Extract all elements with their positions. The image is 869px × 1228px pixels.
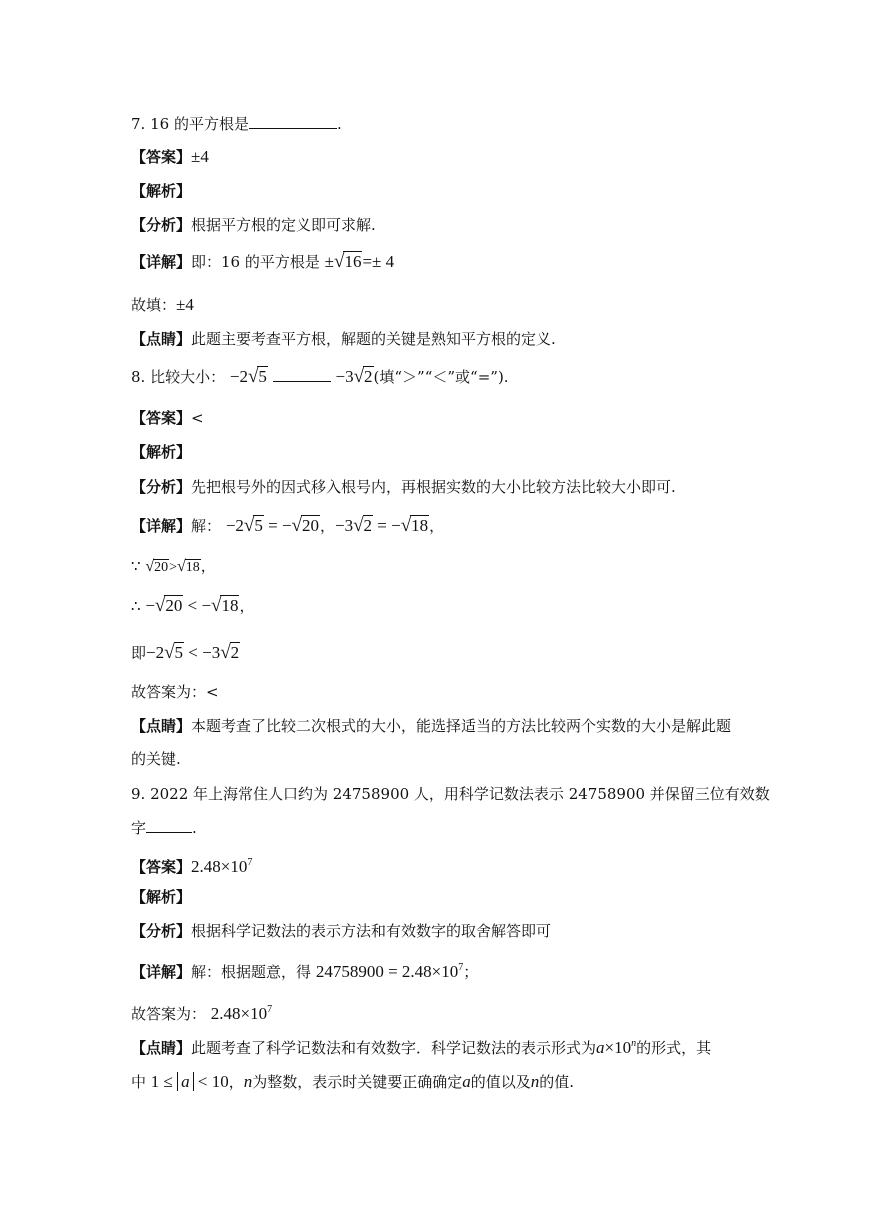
q9-stem1: 2022 年上海常住人口约为 24758900 人，用科学记数法表示 24758900 并保留三位有效数 — [150, 785, 770, 803]
q8-answer: < — [191, 409, 204, 427]
q8-ji-b-rad: 2 — [230, 643, 240, 662]
q8-detail-line — [131, 515, 444, 537]
q9-detail-math — [316, 962, 463, 981]
q7-comment: 此题主要考查平方根，解题的关键是熟知平方根的定义. — [191, 330, 556, 348]
q8-detail-prefix: 解： — [191, 517, 222, 535]
q9-comment-label: 【点睛】 — [131, 1039, 192, 1057]
q8-step1-b-rad: 20 — [301, 516, 319, 535]
q8-final-label: 故答案为： — [131, 683, 207, 701]
sqrt-icon: √2 — [353, 366, 373, 387]
q8-ji-a-coef: −2 — [146, 643, 165, 662]
q9-comment-f: 的值以及 — [470, 1073, 531, 1091]
because-icon: ∵ — [131, 557, 141, 575]
q8-step1 — [226, 516, 320, 535]
q7-detail-math — [325, 252, 394, 271]
sqrt-icon: √16 — [334, 251, 362, 272]
sqrt-icon: √20 — [154, 595, 183, 616]
q8-step1-second — [335, 516, 429, 535]
q9-comment-n2: n — [243, 1072, 253, 1091]
q8-comment-text2: 的关键. — [131, 750, 181, 768]
q9-detail-prefix: 解：根据题意，得 — [191, 963, 312, 981]
q9-comment-one: 1 ≤ — [150, 1072, 173, 1091]
q9-stem-line1 — [131, 783, 770, 805]
q7-fill-line — [131, 294, 194, 316]
q8-because-math — [145, 560, 200, 575]
q8-ji-op: < — [188, 643, 198, 662]
q8-step1-sep: ， — [319, 517, 335, 535]
q9-detail-eq: = — [388, 962, 398, 981]
q7-answer-label: 【答案】 — [131, 148, 192, 166]
q8-step1-a-coef: −2 — [225, 516, 244, 535]
q7-fill-label: 故填： — [131, 296, 177, 314]
q9-comment-a: 此题考查了科学记数法和有效数字．科学记数法的表示形式为 — [191, 1039, 597, 1057]
q9-fenxi-line — [131, 920, 551, 942]
q8-fenxi-label: 【分析】 — [131, 478, 192, 496]
q8-stem-prefix: 比较大小： — [150, 368, 226, 386]
q9-stem2: 字 — [131, 819, 147, 837]
q8-step1-c-coef: −3 — [334, 516, 354, 535]
q8-step1-eq2: = — [377, 516, 387, 535]
q8-step1-end: ， — [429, 517, 445, 535]
q8-ji-b-coef: −3 — [202, 643, 221, 662]
sqrt-icon: √20 — [145, 558, 169, 575]
sqrt-icon: √5 — [243, 515, 263, 536]
q9-comment-a-var: a — [596, 1038, 605, 1057]
q7-fill-value: ±4 — [176, 295, 194, 314]
q8-therefore-a: 20 — [165, 596, 183, 615]
q7-answer: ±4 — [191, 147, 209, 166]
q9-answer-label: 【答案】 — [131, 858, 192, 876]
q8-ji-math — [146, 643, 240, 662]
therefore-icon: ∴ — [131, 597, 141, 615]
q8-ji-line — [131, 642, 240, 664]
q8-therefore-op: < — [187, 596, 198, 615]
sqrt-icon: √5 — [164, 642, 184, 663]
q8-step1-b-sign: − — [281, 516, 292, 535]
sqrt-icon: √2 — [220, 642, 240, 663]
sqrt-icon: √18 — [177, 558, 200, 575]
sqrt-icon: √18 — [211, 595, 239, 616]
q8-because-op: > — [169, 560, 178, 575]
q9-answer-line — [131, 852, 252, 878]
q9-comment-line1 — [131, 1033, 711, 1059]
q9-comment-n: n — [631, 1038, 637, 1049]
q8-blank — [273, 381, 331, 382]
q8-ji: 即 — [131, 644, 147, 662]
sqrt-icon: √18 — [400, 515, 429, 536]
q8-therefore-end: ， — [239, 597, 255, 615]
q9-fenxi: 根据科学记数法的表示方法和有效数字的取舍解答即可 — [191, 922, 552, 940]
q8-comment-line1 — [131, 715, 731, 737]
q9-final-exp: 7 — [267, 1004, 273, 1015]
q9-fenxi-label: 【分析】 — [131, 922, 192, 940]
sqrt-icon: √2 — [353, 515, 373, 536]
q9-comment-line2 — [131, 1071, 574, 1093]
q8-comment-text1: 本题考查了比较二次根式的大小，能选择适当的方法比较两个实数的大小是解此题 — [191, 717, 732, 735]
q8-detail-label: 【详解】 — [131, 517, 192, 535]
q8-because-line — [131, 555, 216, 579]
q8-comment-label: 【点睛】 — [131, 717, 192, 735]
q7-fenxi-line — [131, 214, 376, 236]
q8-answer-line — [131, 407, 204, 429]
q8-because-a: 20 — [154, 560, 169, 575]
q8-ji-a-rad: 5 — [174, 643, 184, 662]
q7-detail-radicand: 16 — [344, 252, 362, 271]
q7-comment-label: 【点睛】 — [131, 330, 192, 348]
sqrt-icon: √5 — [247, 366, 267, 387]
q9-comment-d: ， — [228, 1073, 244, 1091]
q8-stem-line — [131, 366, 509, 388]
q8-because-end: ， — [200, 557, 216, 575]
q9-analysis-text: 【解析】 — [131, 888, 192, 906]
q9-answer — [191, 857, 252, 876]
q9-blank — [146, 832, 192, 833]
q7-stem-end: . — [336, 115, 342, 133]
q8-stem-right — [335, 367, 373, 386]
q9-comment-a2: a — [462, 1072, 471, 1091]
q9-answer-exp: 7 — [247, 857, 253, 868]
q8-stem-suffix: (填“＞”“＜”或“=”). — [373, 368, 509, 386]
q8-therefore-b: 18 — [221, 596, 239, 615]
q9-final-line — [131, 999, 272, 1025]
q9-detail-mant: 2.48×10 — [401, 962, 459, 981]
q7-blank — [249, 128, 337, 129]
q9-final-mant: 2.48×10 — [210, 1004, 268, 1023]
q9-comment-lt: < 10 — [197, 1072, 229, 1091]
q7-stem: 16 的平方根是 — [150, 115, 249, 133]
q7-fenxi-label: 【分析】 — [131, 216, 192, 234]
q8-right-coef: −3 — [335, 367, 354, 386]
q8-therefore-b-sign: − — [201, 596, 212, 615]
q8-step1-d-rad: 18 — [411, 516, 429, 535]
q7-stem-line — [131, 113, 342, 135]
q8-comment-line2 — [131, 748, 181, 770]
q8-final-value: < — [206, 683, 219, 701]
q7-detail-prefix: 即：16 的平方根是 — [191, 253, 320, 271]
q8-step1-c-rad: 2 — [363, 516, 373, 535]
q9-detail-label: 【详解】 — [131, 963, 192, 981]
q8-answer-label: 【答案】 — [131, 409, 192, 427]
q9-comment-c: 中 — [131, 1073, 147, 1091]
q7-detail-result: =± 4 — [362, 252, 395, 271]
q9-comment-n3: n — [530, 1072, 540, 1091]
q8-left-radicand: 5 — [258, 367, 267, 386]
q9-final-label: 故答案为： — [131, 1005, 207, 1023]
q8-right-radicand: 2 — [364, 367, 373, 386]
q9-answer-mant: 2.48×10 — [191, 857, 248, 876]
q7-comment-line — [131, 328, 556, 350]
q7-detail-label: 【详解】 — [131, 253, 192, 271]
q9-detail-num: 24758900 — [315, 962, 384, 981]
q8-step1-a-rad: 5 — [254, 516, 263, 535]
q8-analysis-text: 【解析】 — [131, 443, 192, 461]
q9-number: 9. — [131, 785, 146, 803]
q8-fenxi: 先把根号外的因式移入根号内，再根据实数的大小比较方法比较大小即可. — [191, 478, 676, 496]
q8-number: 8. — [131, 368, 146, 386]
q9-comment-ineq — [151, 1072, 229, 1091]
q7-answer-line — [131, 146, 209, 168]
q9-comment-abs-var: a — [177, 1072, 194, 1091]
q9-comment-e: 为整数，表示时关键要正确确定 — [252, 1073, 463, 1091]
q9-comment-times: ×10 — [604, 1038, 632, 1057]
q8-fenxi-line — [131, 476, 676, 498]
q8-therefore-math — [145, 596, 239, 615]
q8-therefore-a-sign: − — [145, 596, 155, 615]
q9-analysis-label — [131, 886, 191, 908]
q8-stem-left — [230, 367, 268, 386]
q7-detail-line — [131, 251, 394, 273]
q8-step1-d-sign: − — [391, 516, 401, 535]
q9-final — [211, 1004, 272, 1023]
q7-analysis-label — [131, 180, 191, 202]
q7-analysis-text: 【解析】 — [131, 182, 192, 200]
q7-fenxi: 根据平方根的定义即可求解. — [191, 216, 376, 234]
sqrt-icon: √20 — [291, 515, 319, 536]
q8-left-coef: −2 — [229, 367, 248, 386]
q9-detail-exp: 7 — [458, 962, 464, 973]
q9-stem-end: . — [192, 819, 197, 837]
q8-step1-eq: = — [268, 516, 278, 535]
q8-analysis-label — [131, 441, 191, 463]
q7-number: 7. — [131, 115, 146, 133]
q8-final-line — [131, 681, 219, 703]
q9-detail-line — [131, 957, 478, 983]
q9-detail-end: ； — [463, 963, 479, 981]
q9-stem-line2 — [131, 817, 197, 839]
q9-comment-b: 的形式，其 — [636, 1039, 712, 1057]
q9-comment-math — [596, 1038, 636, 1057]
q8-because-b: 18 — [185, 560, 200, 575]
q7-detail-pm: ± — [324, 252, 334, 271]
q9-comment-g: 的值. — [539, 1073, 575, 1091]
q8-therefore-line — [131, 595, 255, 617]
